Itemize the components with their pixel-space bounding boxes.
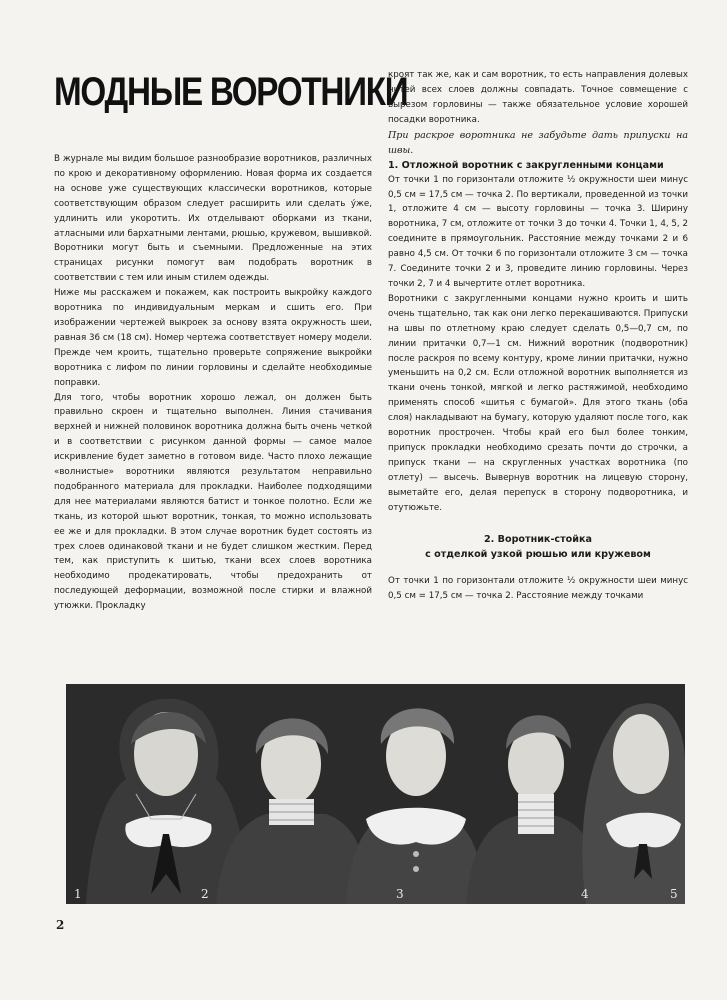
paragraph: Воротники с закругленными концами нужно кроить и шить очень тщательно, так как они легко перекашиваются. Припуски на швы по отлетному краю следует сделать 0,5—0,7 см, по линии притачки 0,7—1 см. Нижний воротник (подворотник) после раскроя по всему контуру, кроме линии притачки, нужно уменьшить на 0,2 см. Если отложной воротник выполняется из ткани очень тонкой, мягкой и легко растяжимой, необходимо применять способ «шитья с бумагой». Для этого ткань (оба слоя) накладывают на бумагу, которую удаляют после того, как воротник простpочен. Чтобы край его был более тонким, припуск прокладки необходимо срезать почти до строчки, а припуск ткани — на скругленных участках воротника (по отлету) — высечь. Вывернув воротник на лицевую сторону, выметайте его, делая перепуск в сторону подворотника, и отутюжьте.	[388, 293, 688, 513]
page-number: 2	[56, 918, 65, 932]
section-heading-1: 1. Отложной воротник с закругленными концами	[388, 159, 664, 171]
figure-number: 2	[201, 887, 209, 901]
fashion-sketch	[66, 684, 685, 904]
figure-number: 4	[581, 887, 589, 901]
paragraph: От точки 1 по горизонтали отложите ½ окружности шеи минус 0,5 см = 17,5 см — точка 2. Расстояние между точками	[388, 576, 688, 602]
paragraph: кроят так же, как и сам воротник, то есть направления долевых нитей всех слоев должны совпадать. Точное совмещение с вырезом горловины — также обязательное условие хорошей посадки воротника.	[388, 70, 688, 125]
paragraph: Ниже мы расскажем и покажем, как построить выкройку каждого воротника по индивидуальным меркам и сшить его. При изображении чертежей выкроек за основу взята окружность шеи, равная 36 см (18 см). Номер чертежа соответствует номеру модели. Прежде чем кроить, тщательно проверьте сопряжение выкройки воротника с лифом по линии горловины и сделайте необходимые поправки.	[54, 288, 372, 388]
section-heading-2	[388, 532, 688, 562]
italic-note: При раскрое воротника не забудьте дать припуски на швы.	[388, 129, 688, 156]
paragraph: В журнале мы видим большое разнообразие воротников, различных по крою и декоративному оформлению. Новая форма их создается на основе уже существующих классически воротников, которые соответствующим образом следует расширить или сделать ýже, удлинить или укоротить. Их отделывают оборками из ткани, атласными или бархатными лентами, рюшью, кружевом, вышивкой. Воротники могут быть и съемными. Предложенные на этих страницах рисунки помогут вам подобрать воротник в соответствии с тем или иным стилем одежды.	[54, 154, 372, 284]
section-heading-2-line2: с отделкой узкой рюшью или кружевом	[425, 549, 651, 561]
section-heading-2-line1: 2. Воротник-стойка	[484, 534, 592, 546]
page-title: МОДНЫЕ ВОРОТНИКИ	[54, 70, 408, 114]
left-column	[54, 152, 372, 614]
paragraph: Для того, чтобы воротник хорошо лежал, он должен быть правильно скроен и тщательно выполнен. Линия стачивания верхней и нижней половинок воротника должна быть очень четкой и в соответствии с рисунком данной формы — самое малое искривление будет заметно в готовом виде. Часто плохо лежащие «волнистые» воротники являются результатом неправильно подобранного материала для прокладки. Наиболее подходящими для нее материалами являются батист и тонкое полотно. Если же ткань, из которой шьют воротник, тонкая, то можно использовать ее же и для прокладки. В этом случае воротник будет состоять из трех слоев одинаковой ткани и не будет слишком жестким. Перед тем, как приступить к шитью, ткани всех слоев воротника необходимо продекатировать, чтобы предохранить от последующей деформации, возможной после стирки и влажной утюжки. Прокладку	[54, 392, 372, 612]
collar-illustration	[66, 684, 685, 904]
figure-number: 1	[74, 887, 82, 901]
figure-number: 3	[396, 887, 404, 901]
right-column	[388, 68, 688, 604]
figure-number: 5	[670, 887, 678, 901]
paragraph: От точки 1 по горизонтали отложите ½ окружности шеи минус 0,5 см = 17,5 см — точка 2. По вертикали, проведенной из точки 1, отложите 4 см — высоту горловины — точка 3. Ширину воротника, 7 см, отложите от точки 3 до точки 4. Точки 1, 4, 5, 2 соедините в прямоугольник. Расстояние между точками 2 и 6 равно 4,5 см. От точки 6 по горизонтали отложите 3 см — точка 7. Соедините точки 2 и 3, проведите линию горловины. Через точки 2, 7 и 4 вычертите отлет воротника.	[388, 174, 688, 289]
